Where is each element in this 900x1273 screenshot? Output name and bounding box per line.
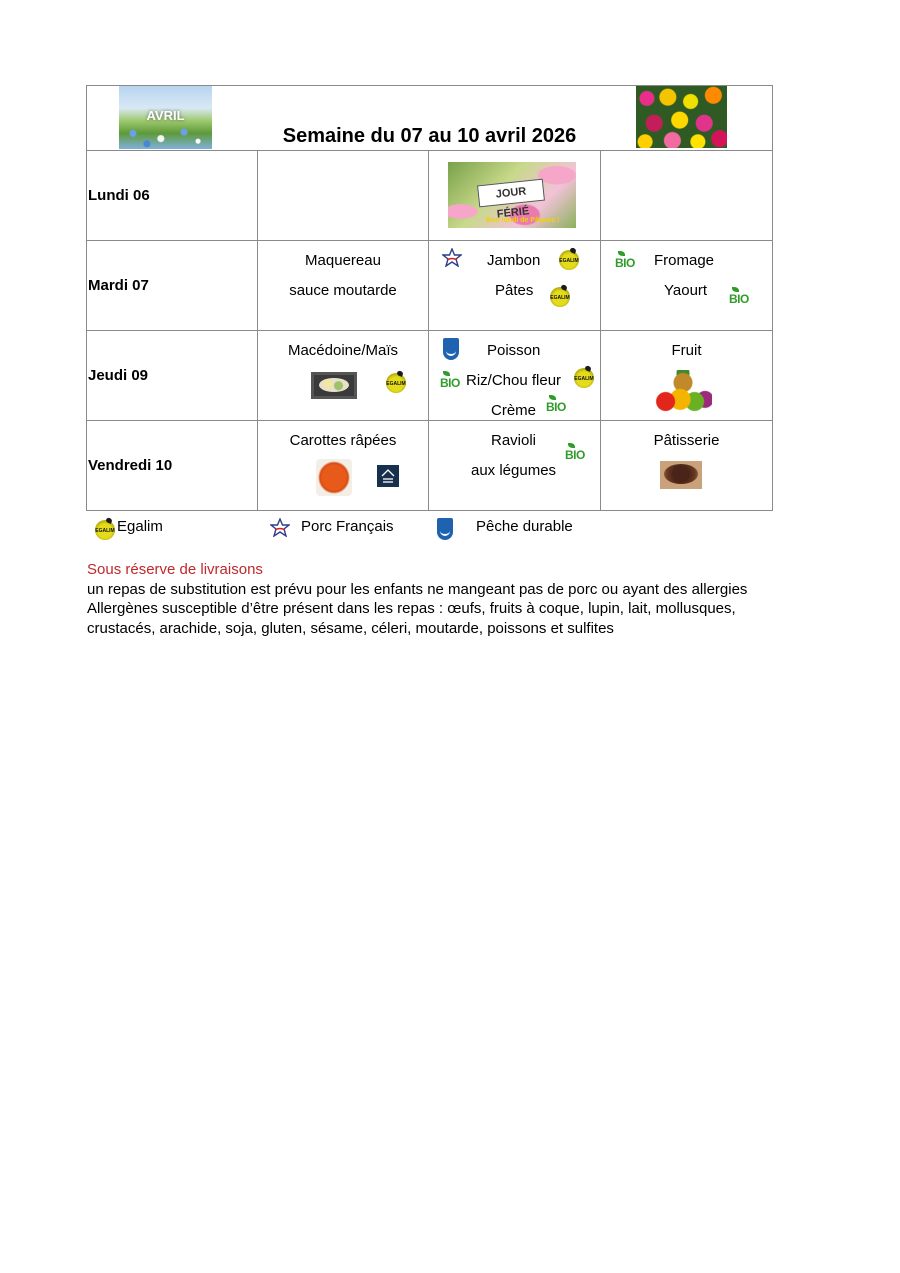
egalim-icon: EGALIM: [95, 520, 115, 540]
menu-item: Yaourt: [664, 282, 708, 299]
notes: [87, 560, 787, 638]
menu-item: Maquereau: [305, 252, 381, 269]
menu-item: Jambon: [487, 252, 541, 269]
holiday-banner: JOUR FÉRIÉ: [477, 179, 545, 208]
peche-durable-icon: [437, 518, 453, 540]
day-label-vendredi: Vendredi 10: [87, 421, 258, 511]
porc-francais-icon: [270, 518, 290, 537]
egalim-icon: EGALIM: [559, 250, 579, 270]
mardi-dessert-cell: [601, 241, 773, 331]
menu-table: [86, 85, 773, 511]
carrot-salad-image: [316, 459, 352, 496]
day-label-lundi: Lundi 06: [87, 151, 258, 241]
vendredi-dessert-cell: [601, 421, 773, 511]
vendredi-entree-cell: [258, 421, 429, 511]
day-label-mardi: Mardi 07: [87, 241, 258, 331]
april-image-label: AVRIL: [146, 108, 185, 123]
macedoine-image: [311, 372, 357, 399]
day-label-jeudi: Jeudi 09: [87, 331, 258, 421]
mardi-entree-cell: [258, 241, 429, 331]
row-mardi: [87, 241, 773, 331]
holiday-subtitle: Bon lundi de Pâques !: [486, 217, 560, 224]
legend-egalim-label: Egalim: [117, 518, 163, 535]
menu-item: Fromage: [654, 252, 715, 269]
menu-item: Fruit: [671, 342, 702, 359]
menu-item: Macédoine/Maïs: [287, 342, 399, 359]
substitution-note: un repas de substitution est prévu pour les enfants ne mangeant pas de porc ou ayant des allergies: [87, 580, 748, 598]
row-jeudi: [87, 331, 773, 421]
bio-icon: BIO: [546, 400, 566, 414]
egalim-icon: EGALIM: [574, 368, 594, 388]
delivery-note: Sous réserve de livraisons: [87, 561, 263, 578]
egalim-icon: EGALIM: [550, 287, 570, 307]
jeudi-entree-cell: [258, 331, 429, 421]
menu-item: Riz/Chou fleur: [466, 372, 562, 389]
egalim-icon: EGALIM: [386, 373, 406, 393]
bio-icon: BIO: [729, 292, 749, 306]
lundi-plat-cell: [429, 151, 601, 241]
jeudi-dessert-cell: [601, 331, 773, 421]
menu-item: Ravioli: [491, 432, 537, 449]
primrose-flowers-image: [636, 86, 727, 148]
bio-icon: BIO: [565, 448, 585, 462]
holiday-image: [448, 162, 576, 228]
porc-francais-icon: [442, 248, 462, 267]
lundi-entree-cell: [258, 151, 429, 241]
row-lundi: [87, 151, 773, 241]
header-cell: [87, 86, 773, 151]
patisserie-image: [660, 461, 702, 489]
bio-icon: BIO: [615, 256, 635, 270]
allergen-note: Allergènes susceptible d’être présent dans les repas : œufs, fruits à coque, lupin, lait, mollusques, crustacés, arachide, soja, gluten, sésame, céleri, moutarde, poissons et sulfites: [87, 600, 736, 637]
legend-porc-label: Porc Français: [301, 518, 394, 535]
mardi-plat-cell: [429, 241, 601, 331]
header-row: [87, 86, 773, 151]
menu-item: Carottes râpées: [289, 432, 397, 449]
bio-icon: BIO: [440, 376, 460, 390]
fruit-basket-image: [654, 370, 712, 412]
vendredi-plat-cell: [429, 421, 601, 511]
fait-maison-icon: [377, 465, 399, 487]
jeudi-plat-cell: [429, 331, 601, 421]
menu-item: aux légumes: [471, 462, 557, 479]
page-title: Semaine du 07 au 10 avril 2026: [282, 125, 577, 147]
menu-item: sauce moutarde: [289, 282, 397, 299]
menu-item: Poisson: [487, 342, 541, 359]
row-vendredi: [87, 421, 773, 511]
menu-item: Pâtisserie: [653, 432, 720, 449]
menu-item: Pâtes: [495, 282, 534, 299]
legend-peche-label: Pêche durable: [476, 518, 573, 535]
peche-durable-icon: [443, 338, 459, 360]
lundi-dessert-cell: [601, 151, 773, 241]
menu-item: Crème: [491, 402, 537, 419]
